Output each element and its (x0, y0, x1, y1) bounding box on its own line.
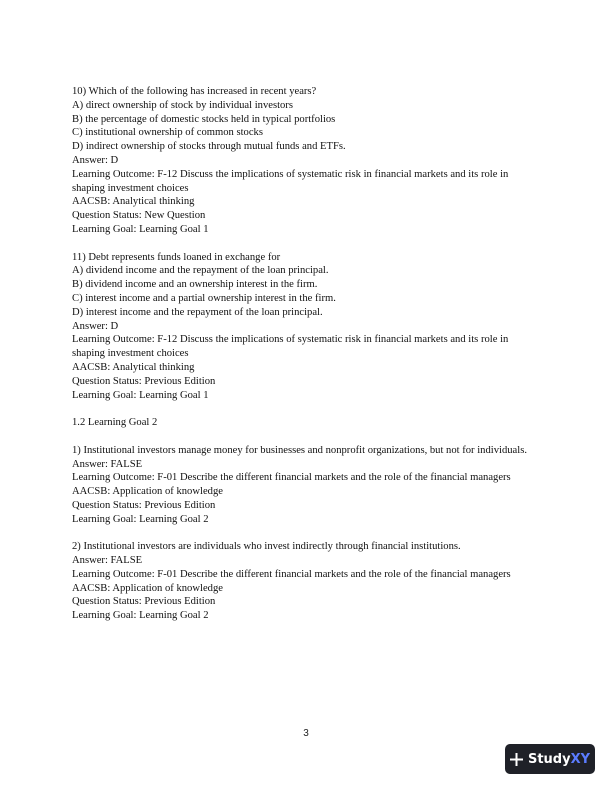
section-heading: 1.2 Learning Goal 2 (72, 417, 158, 429)
section-heading-block (72, 416, 542, 430)
learning-goal: Learning Goal: Learning Goal 2 (72, 513, 209, 525)
question-text: 1) Institutional investors manage money for businesses and nonprofit organizations, but not for individuals. (72, 444, 527, 456)
answer: Answer: FALSE (72, 555, 143, 567)
learning-goal: Learning Goal: Learning Goal 2 (72, 610, 209, 622)
answer: Answer: D (72, 154, 119, 166)
aacsb: AACSB: Application of knowledge (72, 486, 223, 498)
brand-name (528, 752, 590, 767)
question-block-1 (72, 444, 542, 527)
question-text: 10) Which of the following has increased in recent years? (72, 86, 317, 97)
plus-icon (510, 753, 523, 766)
learning-outcome: Learning Outcome: F-12 Discuss the implications of systematic risk in financial markets and its role in shaping investment choices (72, 168, 509, 194)
option-a: A) direct ownership of stock by individual investors (72, 99, 293, 111)
studyxy-badge[interactable] (505, 744, 595, 774)
option-b: B) dividend income and an ownership interest in the firm. (72, 279, 318, 291)
page-number: 3 (303, 728, 309, 739)
answer: Answer: FALSE (72, 458, 143, 470)
learning-outcome: Learning Outcome: F-01 Describe the different financial markets and the role of the financial managers (72, 472, 511, 484)
learning-outcome: Learning Outcome: F-12 Discuss the implications of systematic risk in financial markets and its role in shaping investment choices (72, 334, 509, 360)
option-b: B) the percentage of domestic stocks held in typical portfolios (72, 113, 336, 125)
question-text: 2) Institutional investors are individuals who invest indirectly through financial institutions. (72, 541, 461, 553)
question-status: Question Status: Previous Edition (72, 375, 216, 387)
learning-goal: Learning Goal: Learning Goal 1 (72, 389, 209, 401)
aacsb: AACSB: Analytical thinking (72, 361, 195, 373)
brand-name-part2: XY (570, 751, 591, 767)
brand-name-part1: Study (527, 751, 571, 767)
question-status: Question Status: Previous Edition (72, 499, 216, 511)
learning-outcome: Learning Outcome: F-01 Describe the different financial markets and the role of the financial managers (72, 568, 511, 580)
aacsb: AACSB: Application of knowledge (72, 582, 223, 594)
question-status: Question Status: Previous Edition (72, 596, 216, 608)
question-block-10 (72, 85, 542, 237)
option-a: A) dividend income and the repayment of the loan principal. (72, 265, 329, 277)
aacsb: AACSB: Analytical thinking (72, 196, 195, 208)
question-block-2 (72, 540, 542, 623)
learning-goal: Learning Goal: Learning Goal 1 (72, 223, 209, 235)
option-d: D) interest income and the repayment of the loan principal. (72, 306, 323, 318)
option-c: C) institutional ownership of common stocks (72, 127, 263, 139)
option-d: D) indirect ownership of stocks through mutual funds and ETFs. (72, 141, 346, 153)
answer: Answer: D (72, 320, 119, 332)
question-text: 11) Debt represents funds loaned in exchange for (72, 251, 281, 263)
question-block-11 (72, 251, 542, 403)
option-c: C) interest income and a partial ownership interest in the firm. (72, 292, 336, 304)
document-body (72, 85, 542, 637)
question-status: Question Status: New Question (72, 210, 206, 222)
